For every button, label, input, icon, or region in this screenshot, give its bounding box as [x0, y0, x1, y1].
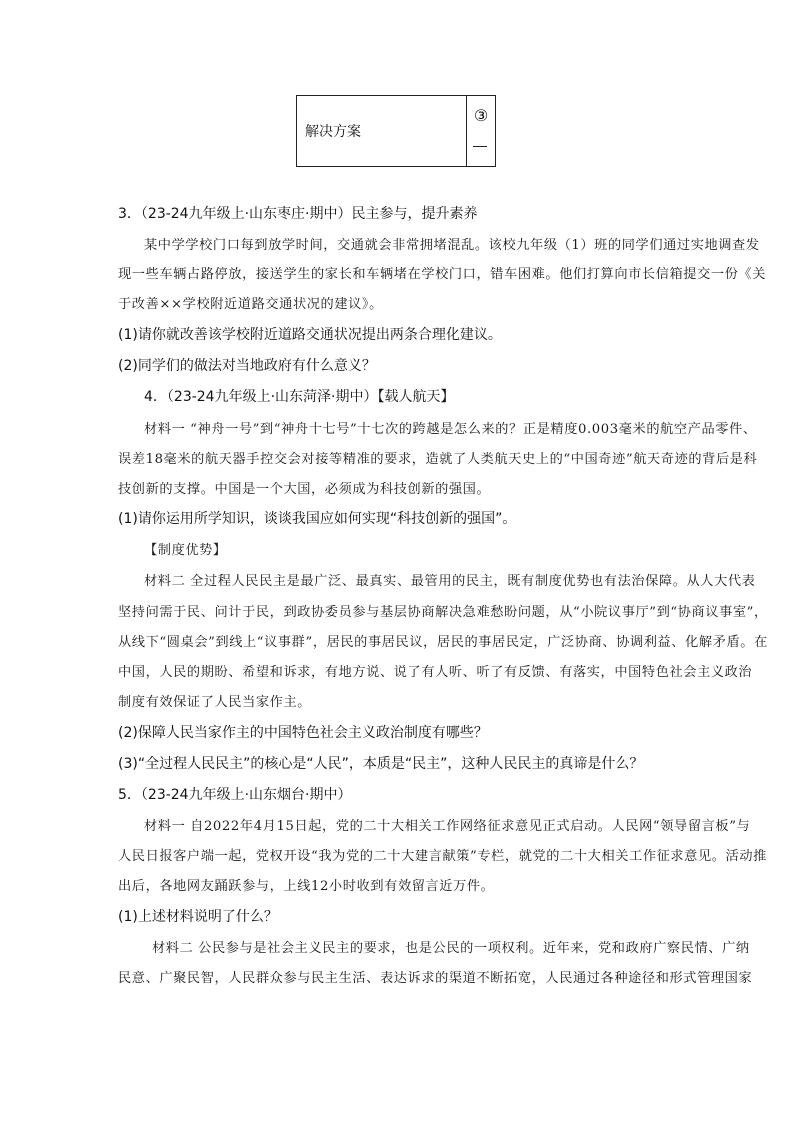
- text-line: 【制度优势】: [144, 543, 227, 558]
- text-line: (1)上述材料说明了什么？: [118, 909, 278, 925]
- text-line: 材料一 自2022年4月15日起，党的二十大相关工作网络征求意见正式启动。人民网“领导留言板”与: [144, 819, 751, 834]
- text-line: 材料一 “神舟一号”到“神舟十七号”十七次的跨越是怎么来的？正是精度0.003毫米的航空产品零件、: [144, 422, 757, 437]
- text-line: (2)同学们的做法对当地政府有什么意义？: [118, 358, 376, 374]
- text-line: 人民日报客户端一起，党权开设“我为党的二十大建言献策”专栏，就党的二十大相关工作征求意见。活动推: [118, 849, 767, 864]
- text-line: 从线下“圆桌会”到线上“议事群”，居民的事居民议，居民的事居民定，广泛协商、协调利益、化解矛盾。在: [118, 635, 768, 650]
- text-line: 中国，人民的期盼、希望和诉求，有地方说、说了有人听、听了有反馈、有落实，中国特色社会主义政治: [118, 665, 753, 680]
- table-label-cell: [297, 96, 467, 166]
- table-label: 解决方案: [305, 124, 361, 140]
- text-line: 材料二 全过程人民民主是最广泛、最真实、最管用的民主，既有制度优势也有法治保障。从人大代表: [144, 574, 756, 589]
- text-line: 材料二 公民参与是社会主义民主的要求，也是公民的一项权利。近年来，党和政府广察民情、广纳: [152, 941, 750, 956]
- text-line: 4．（23-24九年级上·山东菏泽·期中）【载人航天】: [144, 389, 455, 405]
- text-line: 民意、广聚民智，人民群众参与民主生活、表达诉求的渠道不断拓宽，人民通过各种途径和形式管理国家: [118, 971, 753, 986]
- text-line: 坚持问需于民、问计于民，到政协委员参与基层协商解决急难愁盼问题，从“小院议事厅”到“协商议事室”，: [118, 605, 768, 620]
- text-line: 误差18毫米的航天器手控交会对接等精准的要求，造就了人类航天史上的“中国奇迹”航天奇迹的背后是科: [118, 452, 758, 467]
- solution-table: [296, 95, 496, 167]
- text-line: 技创新的支撑。中国是一个大国，必须成为科技创新的强国。: [118, 482, 491, 497]
- table-marker-cell: [467, 96, 495, 166]
- text-line: (1)请你运用所学知识，谈谈我国应如何实现“科技创新的强国”。: [118, 511, 517, 527]
- text-line: 3．（23-24九年级上·山东枣庄·期中）民主参与，提升素养: [118, 206, 478, 222]
- text-line: 5．（23-24九年级上·山东烟台·期中）: [118, 787, 352, 803]
- text-line: (2)保障人民当家作主的中国特色社会主义政治制度有哪些？: [118, 725, 488, 741]
- text-line: 某中学学校门口每到放学时间，交通就会非常拥堵混乱。该校九年级（1）班的同学们通过实地调查发: [144, 238, 760, 253]
- text-line: 现一些车辆占路停放，接送学生的家长和车辆堵在学校门口，错车困难。他们打算向市长信箱提交一份《关: [118, 267, 767, 282]
- answer-blank-line: [473, 146, 487, 147]
- text-line: (3)“全过程人民民主”的核心是“人民”，本质是“民主”，这种人民民主的真谛是什么？: [118, 756, 644, 772]
- table-marker: ③: [473, 106, 489, 125]
- text-line: 于改善××学校附近道路交通状况的建议》。: [118, 297, 383, 312]
- text-line: 出后，各地网友踊跃参与，上线12小时收到有效留言近万件。: [118, 879, 495, 894]
- text-line: 制度有效保证了人民当家作主。: [118, 695, 312, 710]
- text-line: (1)请你就改善该学校附近道路交通状况提出两条合理化建议。: [118, 327, 502, 343]
